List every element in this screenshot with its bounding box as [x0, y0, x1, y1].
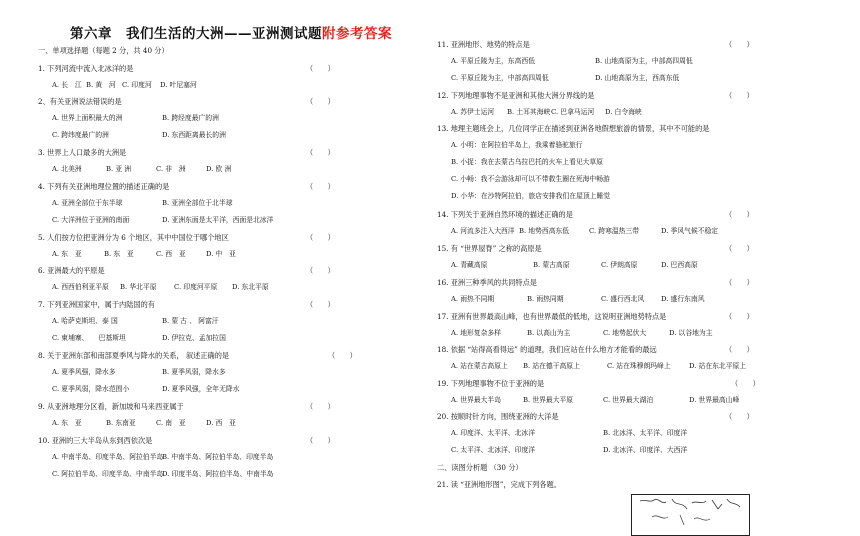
- answer-option: B. 蒙 古 、 阿富汗: [162, 317, 219, 325]
- answer-option: D. 印度半岛、阿拉伯半岛、中南半岛: [162, 470, 274, 478]
- question-stem: 14. 下列关于亚洲自然环境的描述正确的是: [437, 210, 573, 219]
- answer-option: A. 平原丘陵为主，东高西低: [451, 57, 535, 65]
- answer-option: B. 夏季风弱，降水多: [162, 368, 226, 376]
- title-answer-tag: 附参考答案: [322, 26, 392, 42]
- answer-option: D. 北冰洋、印度洋、大西洋: [603, 446, 688, 454]
- answer-blank: （ ）: [725, 210, 754, 219]
- answer-blank: （ ）: [306, 300, 335, 309]
- answer-option: A. 青藏高原: [451, 261, 488, 269]
- answer-option: D. 季风气候不稳定: [661, 227, 719, 235]
- answer-option: C. 印度河平原: [174, 283, 218, 291]
- answer-option: D. 西 亚: [206, 419, 236, 427]
- question-stem: 5. 人们按方位把亚洲分为 6 个地区，其中中国位于哪个地区: [38, 233, 229, 242]
- answer-blank: （ ）: [328, 351, 357, 360]
- answer-option: D. 中 亚: [206, 250, 236, 258]
- answer-blank: （ ）: [306, 64, 335, 73]
- answer-option: A. 北美洲: [52, 165, 82, 173]
- answer-option: B. 雨热同期: [527, 295, 564, 303]
- question-stem: 10. 亚洲的三大半岛从东到西依次是: [38, 436, 153, 445]
- answer-option: B. 亚 洲: [106, 165, 132, 173]
- answer-option: D. 巴西高原: [661, 261, 698, 269]
- answer-option: C. 非 洲: [156, 165, 186, 173]
- answer-option: A. 西西伯利亚平原: [52, 283, 109, 291]
- answer-option: C. 世界最大湖泊: [603, 396, 654, 404]
- question-stem: 4. 下列有关亚洲地理位置的描述正确的是: [38, 182, 170, 191]
- answer-option: B. 东 亚: [104, 250, 134, 258]
- question-stem: 17. 亚洲有世界最高山峰，也有世界最低的低地，这说明亚洲地势特点是: [437, 312, 667, 321]
- answer-option: C. 跨寒温热三带: [589, 227, 640, 235]
- answer-option: C. 伊朗高原: [601, 261, 638, 269]
- question-stem: 1. 下列河流中流入北冰洋的是: [38, 64, 134, 73]
- answer-option: D. 伊拉克、孟加拉国: [162, 334, 226, 342]
- answer-option: C. 跨纬度最广的洲: [52, 131, 109, 139]
- answer-option: A. 雨热不同期: [451, 295, 495, 303]
- answer-option: C. 柬埔寨、 巴基斯坦: [52, 334, 126, 342]
- answer-option: C. 夏季风弱，降水范围小: [52, 385, 130, 393]
- title-main: 第六章 我们生活的大洲——亚洲测试题: [70, 26, 322, 42]
- answer-blank: （ ）: [306, 182, 335, 191]
- answer-blank: （ ）: [306, 233, 335, 242]
- answer-option: D. 站在东北平原上: [689, 362, 747, 370]
- answer-option: B. 跨经度最广的洲: [162, 114, 219, 122]
- answer-option: C. 大洋洲位于亚洲的南面: [52, 216, 130, 224]
- answer-option: B. 山地高原为主，中部高四周低: [595, 57, 693, 65]
- section-heading-choice: 一、单项选择题（每题 2 分，共 40 分）: [38, 46, 169, 55]
- answer-blank: （ ）: [306, 97, 335, 106]
- answer-option: D. 盛行东南风: [661, 295, 705, 303]
- question-stem: 15. 有 “世界屋脊” 之称的高原是: [437, 244, 542, 253]
- section-heading-analysis: 二、读图分析题 （30 分）: [437, 463, 523, 472]
- question-stem: 12. 下列地理事物不是亚洲和其他大洲分界线的是: [437, 91, 595, 100]
- answer-option: A. 苏伊士运河: [451, 108, 495, 116]
- question-stem-21: 21. 读 “亚洲地形图”，完成下列各题。: [437, 480, 561, 489]
- answer-option: C. 盛行西北风: [601, 295, 645, 303]
- answer-option: D. 欧 洲: [206, 165, 232, 173]
- answer-option: B. 小捉：我在去蒙古乌拉巴托的火车上看见大草原: [451, 158, 604, 166]
- answer-blank: （ ）: [725, 278, 754, 287]
- answer-blank: （ ）: [725, 412, 754, 421]
- answer-option: C. 南 亚: [156, 419, 186, 427]
- answer-option: A. 印度洋、太平洋、北冰洋: [451, 429, 535, 437]
- answer-option: B. 世界最大平原: [523, 396, 574, 404]
- answer-option: B. 地势西高东低: [519, 227, 570, 235]
- answer-blank: （ ）: [306, 436, 335, 445]
- answer-option: A. 地形复杂多样: [451, 329, 502, 337]
- answer-option: A. 站在蒙古高原上: [451, 362, 508, 370]
- question-stem: 20. 按顺时针方向，围绕亚洲的大洋是: [437, 412, 559, 421]
- question-stem: 19. 下列地理事物不位于亚洲的是: [437, 379, 545, 388]
- answer-option: B. 蒙古高原: [533, 261, 570, 269]
- answer-option: A. 长 江: [52, 81, 82, 89]
- answer-option: D. 世界最高山峰: [689, 396, 740, 404]
- answer-option: C. 太平洋、北冰洋、印度洋: [451, 446, 536, 454]
- answer-option: B. 华北平原: [120, 283, 157, 291]
- answer-option: C. 西 亚: [156, 250, 186, 258]
- question-stem: 9. 从亚洲地理分区看，新加坡和马来西亚属于: [38, 402, 184, 411]
- answer-option: B. 黄 河: [86, 81, 116, 89]
- answer-blank: （ ）: [725, 91, 754, 100]
- answer-option: D. 东北平原: [232, 283, 269, 291]
- asia-map-figure: [631, 494, 750, 536]
- question-stem: 6. 亚洲最大的平原是: [38, 266, 105, 275]
- question-stem: 16. 亚洲三种季风的共同特点是: [437, 278, 537, 287]
- answer-option: D. 夏季风强，全年无降水: [162, 385, 240, 393]
- question-stem: 3. 世界上人口最多的大洲是: [38, 148, 127, 157]
- answer-blank: （ ）: [306, 266, 335, 275]
- question-stem: 8. 关于亚洲东部和南部夏季风与降水的关系， 叙述正确的是: [38, 351, 230, 360]
- question-stem: 7. 下列亚洲国家中，属于内陆国的有: [38, 300, 155, 309]
- answer-option: C. 平原丘陵为主，中部高四周低: [451, 74, 549, 82]
- answer-option: D. 白令海峡: [605, 108, 642, 116]
- answer-blank: （ ）: [725, 312, 754, 321]
- answer-option: A. 中南半岛、印度半岛、阿拉伯半岛: [52, 453, 164, 461]
- answer-option: D. 叶尼塞河: [160, 81, 197, 89]
- answer-option: C. 小畅：我不会游泳却可以不带救生圈在死海中畅游: [451, 175, 610, 183]
- answer-option: A. 哈萨克斯坦、泰 国: [52, 317, 118, 325]
- answer-option: A. 小明：在阿拉伯半岛上，我乘着骆驼旅行: [451, 141, 583, 149]
- answer-blank: （ ）: [725, 40, 754, 49]
- answer-option: D. 东西距离最长的洲: [162, 131, 226, 139]
- answer-option: B. 中南半岛、阿拉伯半岛、印度半岛: [162, 453, 274, 461]
- answer-blank: （ ）: [731, 379, 760, 388]
- answer-blank: （ ）: [306, 402, 335, 411]
- question-stem: 2、有关亚洲说法错误的是: [38, 97, 122, 106]
- page-title: [70, 22, 392, 42]
- answer-option: C. 地势起伏大: [603, 329, 647, 337]
- answer-blank: （ ）: [306, 148, 335, 157]
- answer-option: A. 亚洲全部位于东半球: [52, 199, 123, 207]
- answer-option: B. 北冰洋、太平洋、印度洋: [603, 429, 688, 437]
- question-stem: 13. 地理主题班会上，几位同学正在描述到亚洲各地假想旅游的情景，其中不可能的是: [437, 124, 710, 133]
- answer-option: D. 亚洲东面是太平洋，西面是北冰洋: [162, 216, 274, 224]
- question-stem: 18. 依据 “站得高看得远” 的道理，我们应站在什么地方才能看的最远: [437, 345, 657, 354]
- answer-option: A. 东 亚: [52, 250, 82, 258]
- answer-option: B. 站在德干高原上: [523, 362, 580, 370]
- answer-option: A. 世界上面积最大的洲: [52, 114, 123, 122]
- answer-blank: （ ）: [725, 345, 754, 354]
- answer-option: B. 东南亚: [106, 419, 136, 427]
- answer-option: C. 巴拿马运河: [551, 108, 595, 116]
- answer-option: A. 东 亚: [52, 419, 82, 427]
- answer-option: B. 亚洲全部位于北半球: [162, 199, 233, 207]
- answer-option: C. 阿拉伯半岛、印度半岛、中南半岛: [52, 470, 164, 478]
- answer-option: A. 夏季风强，降水多: [52, 368, 116, 376]
- answer-option: B. 以高山为主: [527, 329, 571, 337]
- answer-option: A. 世界最大半岛: [451, 396, 502, 404]
- question-stem: 11. 亚洲地形、地势的特点是: [437, 40, 530, 49]
- answer-option: B. 土耳其海峡: [507, 108, 551, 116]
- answer-option: D. 小华：在沙特阿拉伯，旅店安排我们在屋顶上睡觉: [451, 192, 611, 200]
- answer-option: C. 印度河: [122, 81, 152, 89]
- answer-blank: （ ）: [725, 244, 754, 253]
- answer-option: C. 站在珠穆朗玛峰上: [607, 362, 671, 370]
- map-sketch: [632, 495, 749, 535]
- answer-option: D. 以谷地为主: [669, 329, 713, 337]
- answer-option: A. 河流多注入大西洋: [451, 227, 515, 235]
- answer-option: D. 山地高原为主，西高东低: [595, 74, 680, 82]
